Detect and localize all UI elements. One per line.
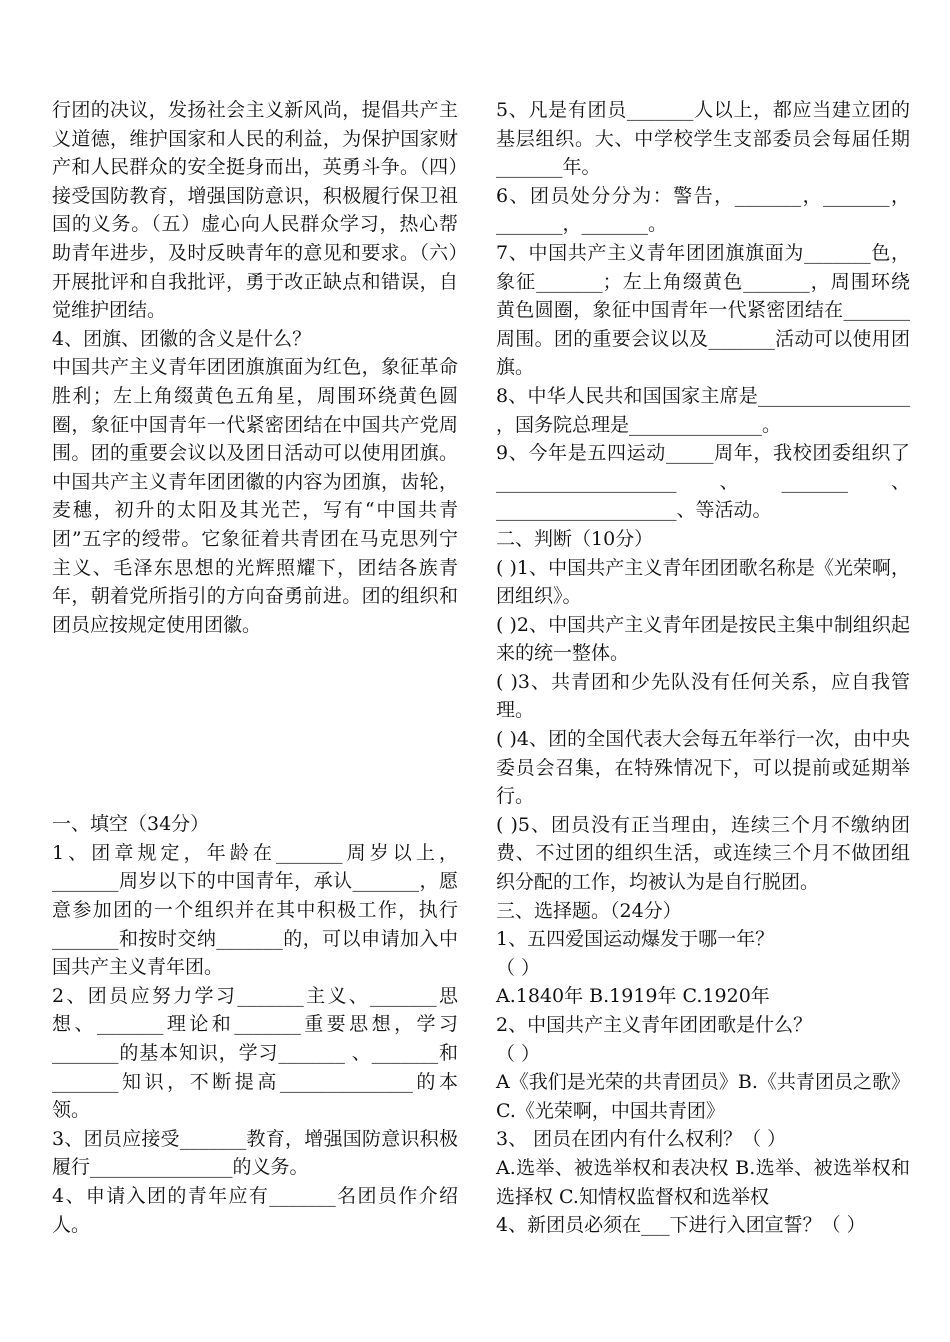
fill-item-2: 2、团员应努力学习_______主义、_______思想、_______理论和_______重要思想，学习_______的基本知识，学习_______ 、_______和_______知识，不断提高______________的本领。	[52, 984, 458, 1122]
answer-3-continued: 行团的决议，发扬社会主义新风尚，提倡共产主义道德，维护国家和人民的利益，为保护国家财产和人民群众的安全挺身而出，英勇斗争。（四）接受国防教育，增强国防意识，积极履行保卫祖国的义务。（五）虚心向人民群众学习，热心帮助青年进步，及时反映青年的意见和要求。（六）开展批评和自我批评，勇于改正缺点和错误，自觉维护团结。	[52, 99, 458, 322]
section-choice-title: 三、选择题。（24分）	[496, 899, 682, 922]
question-4-answer: 中国共产主义青年团团旗旗面为红色，象征革命胜利；左上角缀黄色五角星，周围环绕黄色圆圈，象征中国青年一代紧密团结在中国共产党周围。团的重要会议以及团日活动可以使用团旗。中国共产主义青年团团徽的内容为团旗，齿轮，麦穗，初升的太阳及其光芒，写有“中国共青团”五字的绶带。它象征着共青团在马克思列宁主义、毛泽东思想的光辉照耀下，团结各族青年，朝着党所指引的方向奋勇前进。团的组织和团员应按规定使用团徽。	[52, 356, 458, 636]
right-column	[496, 96, 910, 1240]
fill-item-3: 3、团员应接受_______教育，增强国防意识积极履行_______________的义务。	[52, 1127, 458, 1179]
fill-item-1: 1、团章规定，年龄在_______周岁以上，_______周岁以下的中国青年，承认_______，愿意参加团的一个组织并在其中积极工作，执行_______和按时交纳_______的，可以申请加入中国共产主义青年团。	[52, 841, 458, 979]
judge-item-1: ( )1、中国共产主义青年团团歌名称是《光荣啊，团组织》。	[496, 556, 910, 608]
choice-2-question: 2、中国共产主义青年团团歌是什么？	[496, 1014, 813, 1036]
left-column	[52, 96, 458, 1239]
judge-item-4: ( )4、团的全国代表大会每五年举行一次，由中央委员会召集，在特殊情况下，可以提前或延期举行。	[496, 728, 910, 808]
blank-spacer	[52, 639, 458, 810]
fill-item-9: 9、今年是五四运动_____周年，我校团委组织了___________________、_______、___________________、等活动。	[496, 442, 910, 522]
judge-item-2: ( )2、中国共产主义青年团是按民主集中制组织起来的统一整体。	[496, 613, 910, 665]
judge-item-5: ( )5、团员没有正当理由，连续三个月不缴纳团费、不过团的组织生活，或连续三个月不做团组织分配的工作，均被认为是自行脱团。	[496, 813, 910, 894]
section-judge-title: 二、判断（10分）	[496, 527, 654, 550]
fill-item-5: 5、凡是有团员_______人以上，都应当建立团的基层组织。大、中学校学生支部委员会每届任期_______年。	[496, 99, 910, 179]
fill-item-6: 6、团员处分分为：警告，_______，_______，_______，_______。	[496, 184, 910, 236]
fill-item-4: 4、申请入团的青年应有_______名团员作介绍人。	[52, 1185, 458, 1236]
choice-3-question: 3、 团员在团内有什么权利？（ ）	[496, 1128, 787, 1151]
choice-2-options: A《我们是光荣的共青团员》B.《共青团员之歌》C.《光荣啊，中国共青团》	[496, 1071, 910, 1122]
choice-4-question: 4、新团员必须在___下进行入团宣誓？（ ）	[496, 1214, 866, 1237]
choice-1-question: 1、五四爱国运动爆发于哪一年？	[496, 928, 775, 951]
section-fill-title: 一、填空（34分）	[52, 813, 210, 836]
choice-3-options: A.选举、被选举权和表决权 B.选举、被选举权和选择权 C.知情权监督权和选举权	[496, 1156, 910, 1208]
fill-item-7: 7、中国共产主义青年团团旗旗面为_______色，象征_______；左上角缀黄色_______，周围环绕黄色圆圈，象征中国青年一代紧密团结在_______周围。团的重要会议以及_______活动可以使用团旗。	[496, 241, 910, 379]
judge-item-3: ( )3、共青团和少先队没有任何关系，应自我管理。	[496, 670, 910, 722]
choice-1-options: A.1840年 B.1919年 C.1920年	[496, 985, 770, 1008]
choice-2-blank: （ ）	[496, 1042, 541, 1065]
choice-1-blank: （ ）	[496, 956, 541, 979]
question-4-title: 4、团旗、团徽的含义是什么？	[52, 327, 312, 350]
fill-item-8: 8、中华人民共和国国家主席是________________ ，国务院总理是______________。	[496, 384, 910, 436]
